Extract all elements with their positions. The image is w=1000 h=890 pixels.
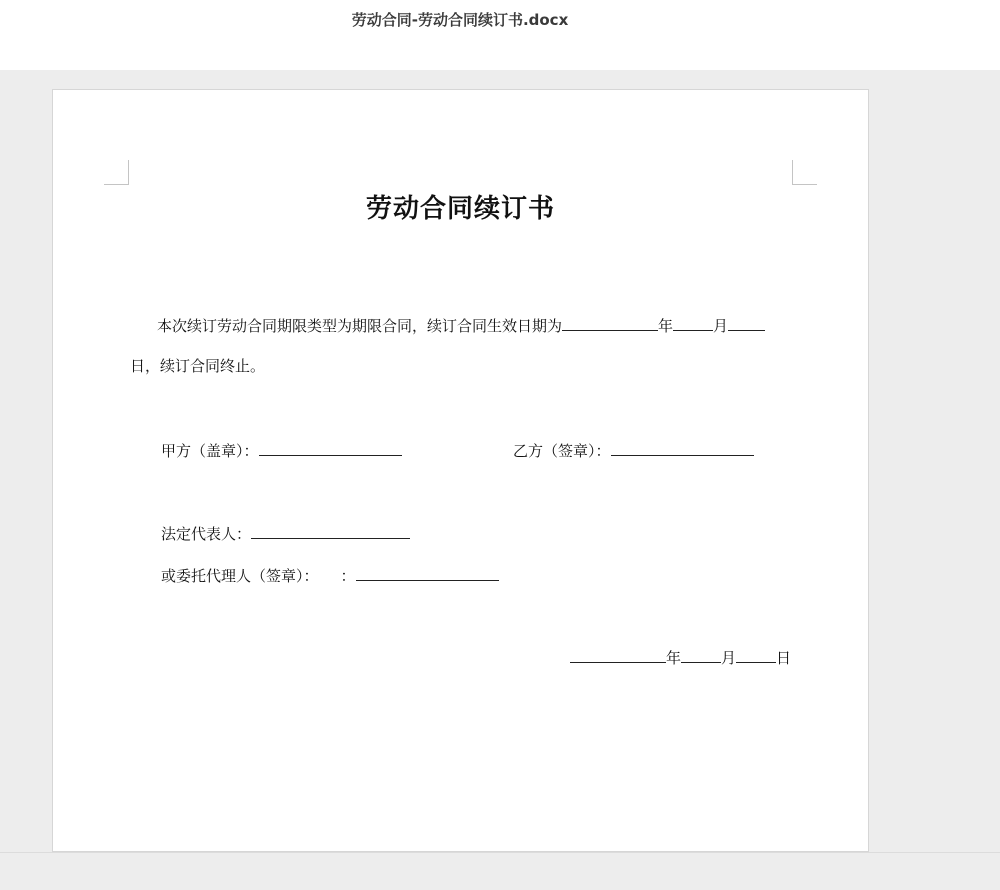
paragraph-renewal xyxy=(157,314,765,336)
party-a-signature-line xyxy=(161,439,402,461)
blank-effective-month xyxy=(673,314,713,331)
document-title: 劳动合同续订书 xyxy=(365,194,555,224)
title-bar xyxy=(0,0,1000,70)
label-year: 年 xyxy=(658,317,674,335)
blank-sign-month xyxy=(681,646,721,663)
label-month: 月 xyxy=(713,317,729,335)
agent-line xyxy=(161,564,499,586)
blank-effective-day xyxy=(728,314,765,331)
label-sign-day: 日 xyxy=(776,649,792,667)
label-sign-month: 月 xyxy=(721,649,737,667)
blank-agent xyxy=(356,564,499,581)
blank-effective-year xyxy=(562,314,658,331)
legal-rep-line xyxy=(161,522,410,544)
document-page[interactable] xyxy=(52,89,869,852)
legal-rep-label: 法定代表人： xyxy=(161,525,252,543)
margin-corner-top-left xyxy=(104,160,129,185)
paragraph-renewal-text: 本次续订劳动合同期限类型为期限合同，续订合同生效日期为 xyxy=(157,317,563,335)
party-a-label: 甲方（盖章）： xyxy=(161,442,259,460)
party-b-signature-line xyxy=(513,439,754,461)
blank-party-b xyxy=(611,439,754,456)
document-filename: 劳动合同-劳动合同续订书.docx xyxy=(351,11,569,29)
blank-sign-year xyxy=(570,646,666,663)
blank-sign-day xyxy=(736,646,776,663)
bottom-bar xyxy=(0,852,1000,890)
party-b-label: 乙方（签章）： xyxy=(513,442,611,460)
paragraph-renewal-continued: 日，续订合同终止。 xyxy=(130,357,266,375)
signing-date-line xyxy=(570,646,791,668)
agent-label: 或委托代理人（签章）： xyxy=(161,567,319,585)
margin-corner-top-right xyxy=(792,160,817,185)
agent-colon: ： xyxy=(340,567,356,585)
blank-legal-rep xyxy=(251,522,410,539)
label-sign-year: 年 xyxy=(666,649,682,667)
blank-party-a xyxy=(259,439,402,456)
